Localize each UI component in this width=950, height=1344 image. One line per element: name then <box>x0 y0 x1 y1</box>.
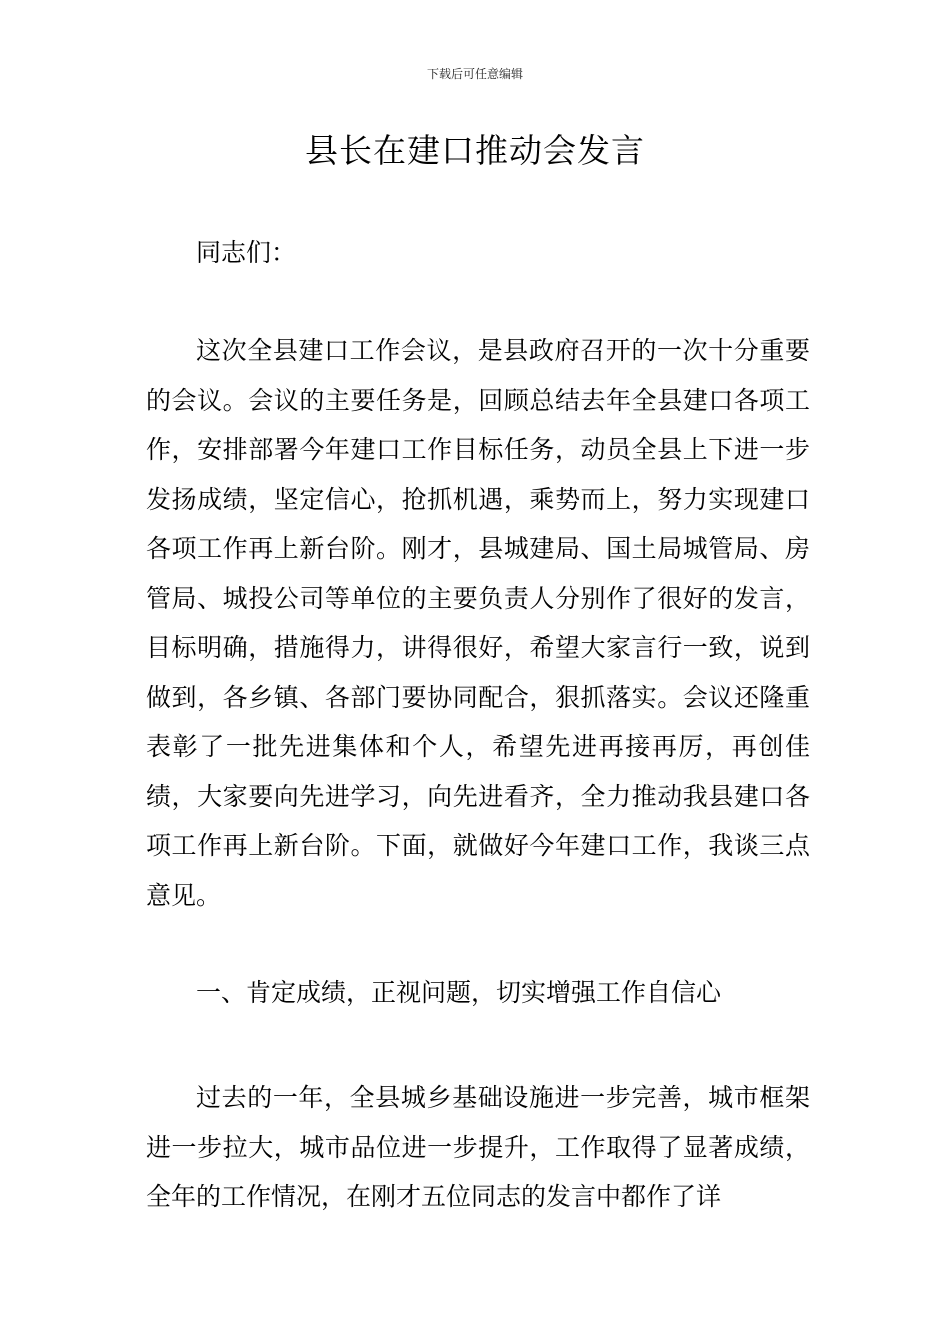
salutation: 同志们： <box>196 238 297 267</box>
document-title: 县长在建口推动会发言 <box>305 131 645 170</box>
section-heading: 一、肯定成绩，正视问题，切实增强工作自信心 <box>196 978 722 1007</box>
paragraph-intro: 这次全县建口工作会议，是县政府召开的一次十分重要的会议。会议的主要任务是，回顾总结去年全县建口各项工作，安排部署今年建口工作目标任务，动员全县上下进一步发扬成绩，坚定信心，抢抓机遇，乘势而上，努力实现建口各项工作再上新台阶。刚才，县城建局、国土局城管局、房管局、城投公司等单位的主要负责人分别作了很好的发言，目标明确，措施得力，讲得很好，希望大家言行一致，说到做到，各乡镇、各部门要协同配合，狠抓落实。会议还隆重表彰了一批先进集体和个人，希望先进再接再厉，再创佳绩，大家要向先进学习，向先进看齐，全力推动我县建口各项工作再上新台阶。下面，就做好今年建口工作，我谈三点意见。 <box>146 336 810 910</box>
paragraph-section-one: 过去的一年，全县城乡基础设施进一步完善，城市框架进一步拉大，城市品位进一步提升，工作取得了显著成绩，全年的工作情况，在刚才五位同志的发言中都作了详 <box>146 1083 810 1211</box>
header-note: 下载后可任意编辑 <box>426 67 523 81</box>
